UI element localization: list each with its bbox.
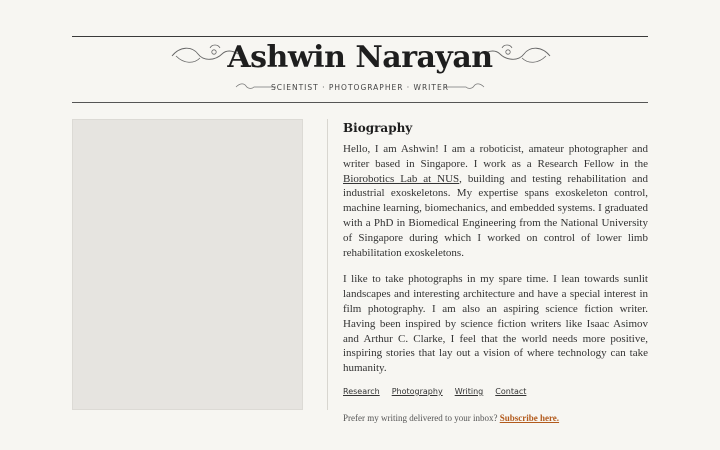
- biography-heading: Biography: [343, 121, 413, 135]
- header-top-rule: [72, 36, 648, 37]
- subscribe-callout: [343, 413, 648, 423]
- biography-paragraph-2: I like to take photographs in my spare time. I lean towards sunlit landscapes and interesting architecture and have a special interest in film photography. I am also an aspiring science fiction writer. Having been inspired by science fiction writers like Isaac Asimov and Arthur C. Clarke, I feel that the world needs more positive, inspiring stories that lay out a vision of where technology can take humanity.: [343, 273, 648, 375]
- bio-text: Hello, I am Ashwin! I am a roboticist, amateur photographer and writer based in Singapore. I work as a Research Fellow in the: [343, 143, 648, 170]
- biorobotics-lab-link[interactable]: Biorobotics Lab at NUS: [343, 172, 460, 185]
- bio-text: , building and testing rehabilitation and industrial exoskeletons. My expertise spans exoskeleton control, machine learning, biomechanics, and embedded systems. I graduated with a PhD in Biomedical Engineering from the National University of Singapore during which I worked on control of lower limb rehabilitation exoskeletons.: [343, 172, 648, 259]
- nav-link-research[interactable]: Research: [343, 386, 380, 396]
- masthead: [72, 40, 648, 92]
- biography-section: [343, 119, 648, 423]
- subscribe-link[interactable]: Subscribe here.: [499, 412, 560, 423]
- site-title[interactable]: Ashwin Narayan: [227, 40, 493, 75]
- nav-link-photography[interactable]: Photography: [391, 386, 443, 396]
- subscribe-prompt: Prefer my writing delivered to your inbox?: [343, 412, 498, 423]
- tagline: SCIENTIST · PHOTOGRAPHER · WRITER: [271, 83, 449, 92]
- section-nav: [343, 387, 648, 396]
- profile-photo: [72, 119, 303, 410]
- biography-paragraph-1: [343, 142, 648, 260]
- header-bottom-rule: [72, 102, 648, 103]
- nav-link-contact[interactable]: Contact: [495, 386, 527, 396]
- column-divider: [327, 119, 328, 410]
- nav-link-writing[interactable]: Writing: [454, 386, 484, 396]
